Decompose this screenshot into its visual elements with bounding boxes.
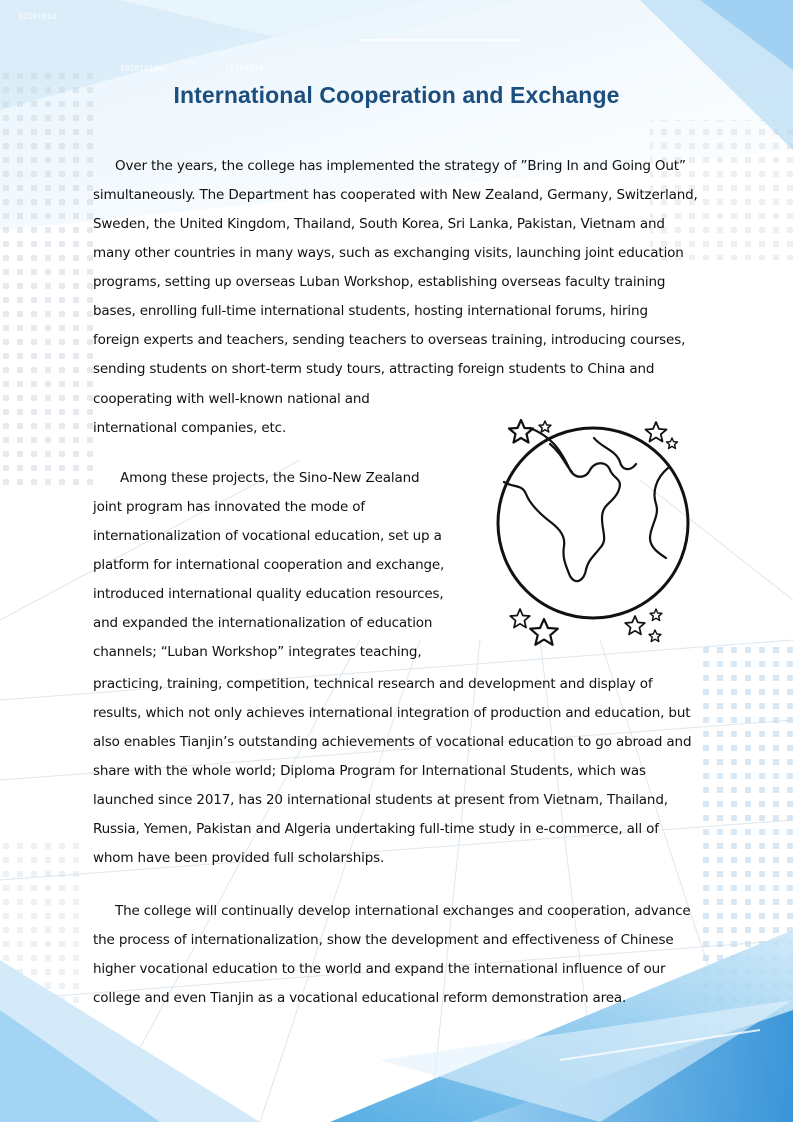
text-line: platform for international cooperation and exchange, [93, 557, 445, 573]
text-line: many other countries in many ways, such as exchanging visits, launching joint education [93, 245, 684, 261]
text-line: Russia, Yemen, Pakistan and Algeria undertaking full-time study in e-commerce, all of [93, 821, 659, 837]
text-line: higher vocational education to the world and expand the international influence of our [93, 961, 666, 977]
text-line: simultaneously. The Department has cooperated with New Zealand, Germany, Switzerland, [93, 187, 698, 203]
star-icon [530, 619, 558, 645]
text-line: results, which not only achieves international integration of production and education, but [93, 705, 691, 721]
text-line: bases, enrolling full-time international students, hosting international forums, hiring [93, 303, 648, 319]
text-line: and expanded the internationalization of education [93, 615, 433, 631]
globe-with-stars-icon [490, 408, 700, 653]
decor-binary-text: 10101010 [225, 64, 264, 73]
star-icon [649, 630, 661, 642]
text-line: programs, setting up overseas Luban Workshop, establishing overseas faculty training [93, 274, 666, 290]
star-icon [509, 420, 533, 443]
text-line: internationalization of vocational education, set up a [93, 528, 442, 544]
text-line: sending students on short-term study tours, attracting foreign students to China and [93, 361, 655, 377]
star-icon [650, 609, 662, 621]
star-icon [510, 609, 530, 628]
text-line: Sweden, the United Kingdom, Thailand, South Korea, Sri Lanka, Pakistan, Vietnam and [93, 216, 665, 232]
text-line: the process of internationalization, show the development and effectiveness of Chinese [93, 932, 674, 948]
text-line: also enables Tianjin’s outstanding achievements of vocational education to go abroad and [93, 734, 692, 750]
star-icon [539, 421, 551, 432]
text-line: whom have been provided full scholarships. [93, 850, 385, 866]
text-line: foreign experts and teachers, sending teachers to overseas training, introducing courses, [93, 332, 686, 348]
star-icon [625, 616, 645, 634]
decor-binary-text: 10101010 [18, 12, 57, 21]
star-icon [646, 422, 667, 442]
text-line: Among these projects, the Sino-New Zealand [120, 470, 420, 486]
text-line: joint program has innovated the mode of [93, 499, 366, 515]
text-line: international companies, etc. [93, 420, 287, 436]
text-line: college and even Tianjin as a vocational educational reform demonstration area. [93, 990, 627, 1006]
text-line: channels; “Luban Workshop” integrates teaching, [93, 644, 422, 660]
text-line: share with the whole world; Diploma Program for International Students, which was [93, 763, 646, 779]
text-line: The college will continually develop international exchanges and cooperation, advance [115, 903, 691, 919]
text-line: Over the years, the college has implemented the strategy of ”Bring In and Going Out” [115, 158, 686, 174]
star-icon [667, 438, 678, 449]
text-line: practicing, training, competition, technical research and development and display of [93, 676, 653, 692]
text-line: introduced international quality education resources, [93, 586, 444, 602]
text-line: cooperating with well-known national and [93, 391, 370, 407]
text-line: launched since 2017, has 20 international students at present from Vietnam, Thailand, [93, 792, 668, 808]
page-title: International Cooperation and Exchange [173, 82, 620, 108]
decor-binary-text: 101010100 [120, 64, 164, 73]
